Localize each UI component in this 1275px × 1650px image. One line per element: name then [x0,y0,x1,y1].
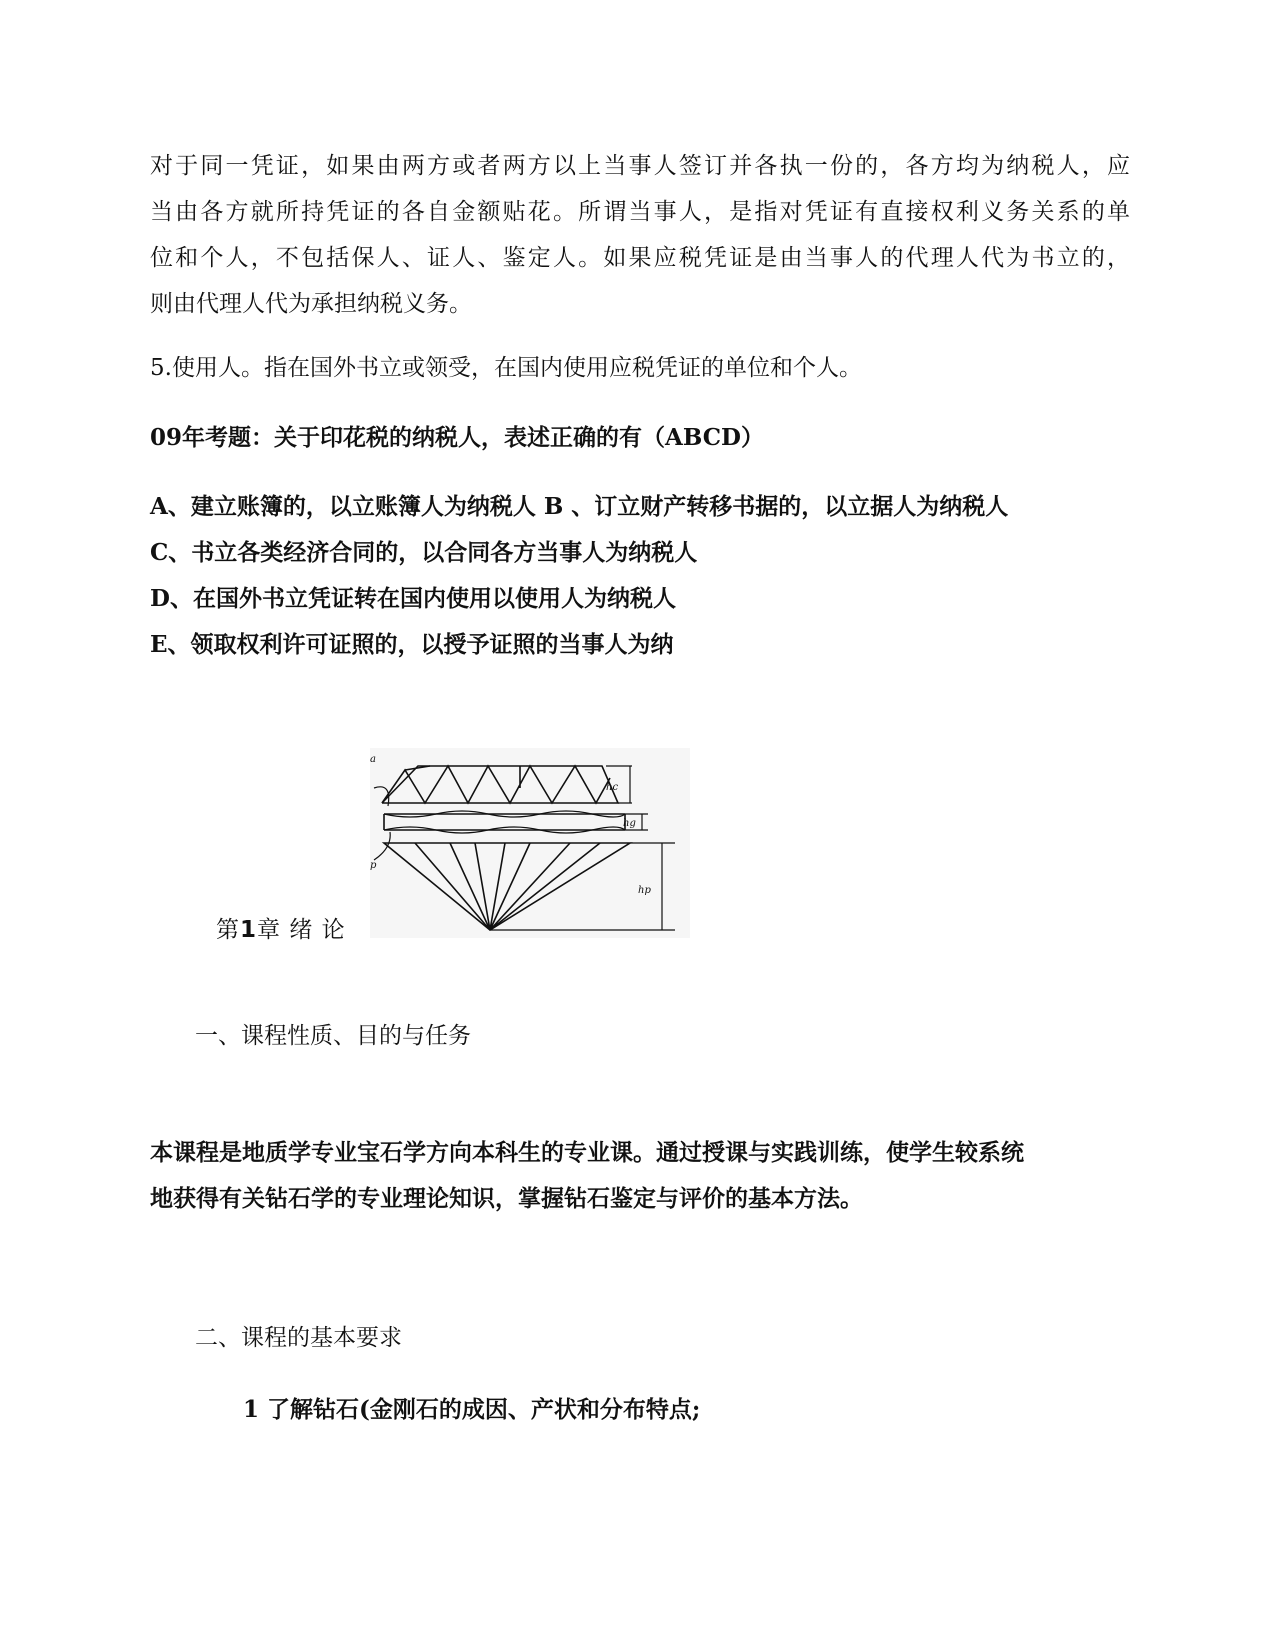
chapter-suffix: 章 绪 论 [257,917,346,943]
exam-option-a-b: A、建立账簿的，以立账簿人为纳税人 B 、订立财产转移书据的，以立据人为纳税人 [150,493,1009,520]
crown-facets [382,766,610,803]
diamond-profile-figure [370,748,690,938]
crown-outline [382,766,618,803]
label-hp: hp [638,885,651,896]
exam-option-d: D、在国外书立凭证转在国内使用以使用人为纳税人 [150,585,676,612]
pavilion-arrow [374,832,390,860]
section-2-title: 二、课程的基本要求 [195,1325,402,1351]
exam-option-e: E、领取权利许可证照的，以授予证照的当事人为纳 [150,631,674,658]
requirement-item-1: 1 了解钻石(金刚石的成因、产状和分布特点; [243,1396,701,1423]
user-item-text: 5.使用人。指在国外书立或领受，在国内使用应税凭证的单位和个人。 [150,355,862,381]
paragraph-taxpayer-parties [150,143,1130,327]
chapter-heading [216,915,346,945]
paragraph-line: 位和个人，不包括保人、证人、鉴定人。如果应税凭证是由当事人的代理人代为书立的， [150,245,1130,271]
paragraph-line: 则由代理人代为承担纳税义务。 [150,291,472,317]
pavilion-facets [415,843,600,930]
label-hg: hg [623,818,636,829]
exam-option-c: C、书立各类经济合同的，以合同各方当事人为纳税人 [150,539,698,566]
section-1-body-line: 本课程是地质学专业宝石学方向本科生的专业课。通过授课与实践训练，使学生较系统 [150,1139,1024,1166]
chapter-number: 1 [240,917,258,943]
chapter-prefix: 第 [216,917,240,943]
section-1-body-line: 地获得有关钻石学的专业理论知识，掌握钻石鉴定与评价的基本方法。 [150,1185,863,1212]
label-p: p [370,860,377,871]
diamond-profile-svg [370,748,690,938]
exam-question: 09年考题：关于印花税的纳税人，表述正确的有（ABCD） [150,424,764,451]
label-a: a [370,754,376,765]
label-hc: hc [606,782,619,793]
section-1-title: 一、课程性质、目的与任务 [195,1023,471,1049]
paragraph-line: 当由各方就所持凭证的各自金额贴花。所谓当事人，是指对凭证有直接权利义务关系的单 [150,199,1130,225]
paragraph-line: 对于同一凭证，如果由两方或者两方以上当事人签订并各执一份的，各方均为纳税人，应 [150,153,1130,179]
